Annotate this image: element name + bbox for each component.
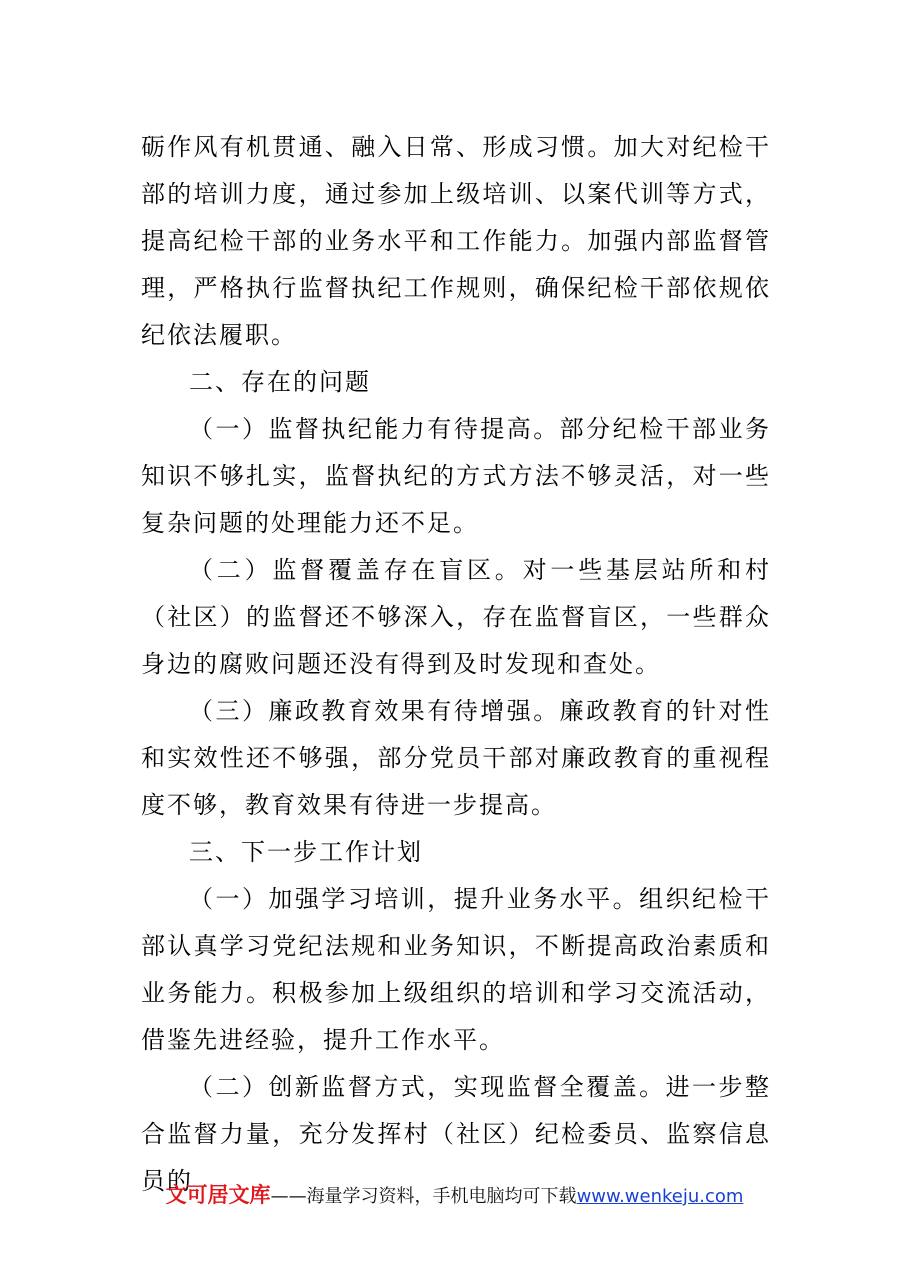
section-heading-next-steps: 三、下一步工作计划 xyxy=(189,838,423,866)
paragraph-plan-2: （二）创新监督方式，实现监督全覆盖。进一步整合监督力量，充分发挥村（社区）纪检委员、监察信息员的 xyxy=(141,1073,771,1195)
paragraph-problem-2: （二）监督覆盖存在盲区。对一些基层站所和村（社区）的监督还不够深入，存在监督盲区，一些群众身边的腐败问题还没有得到及时发现和查处。 xyxy=(141,556,771,678)
section-heading-problems: 二、存在的问题 xyxy=(189,368,371,396)
footer-brand: 文可居文库 xyxy=(165,1183,271,1207)
paragraph-continuation: 砺作风有机贯通、融入日常、形成习惯。加大对纪检干部的培训力度，通过参加上级培训、以案代训等方式，提高纪检干部的业务水平和工作能力。加强内部监督管理，严格执行监督执纪工作规则，确保纪检干部依规依纪依法履职。 xyxy=(141,133,771,349)
document-body xyxy=(141,124,771,1205)
paragraph-plan-1: （一）加强学习培训，提升业务水平。组织纪检干部认真学习党纪法规和业务知识，不断提高政治素质和业务能力。积极参加上级组织的培训和学习交流活动，借鉴先进经验，提升工作水平。 xyxy=(141,885,771,1054)
footer-link[interactable]: www.wenkeju.com xyxy=(576,1186,744,1207)
paragraph-problem-1: （一）监督执纪能力有待提高。部分纪检干部业务知识不够扎实，监督执纪的方式方法不够灵活，对一些复杂问题的处理能力还不足。 xyxy=(141,415,771,537)
paragraph-problem-3: （三）廉政教育效果有待增强。廉政教育的针对性和实效性还不够强，部分党员干部对廉政教育的重视程度不够，教育效果有待进一步提高。 xyxy=(141,697,771,819)
page-footer xyxy=(0,1182,909,1210)
footer-tagline: ——海量学习资料，手机电脑均可下载 xyxy=(270,1186,577,1207)
